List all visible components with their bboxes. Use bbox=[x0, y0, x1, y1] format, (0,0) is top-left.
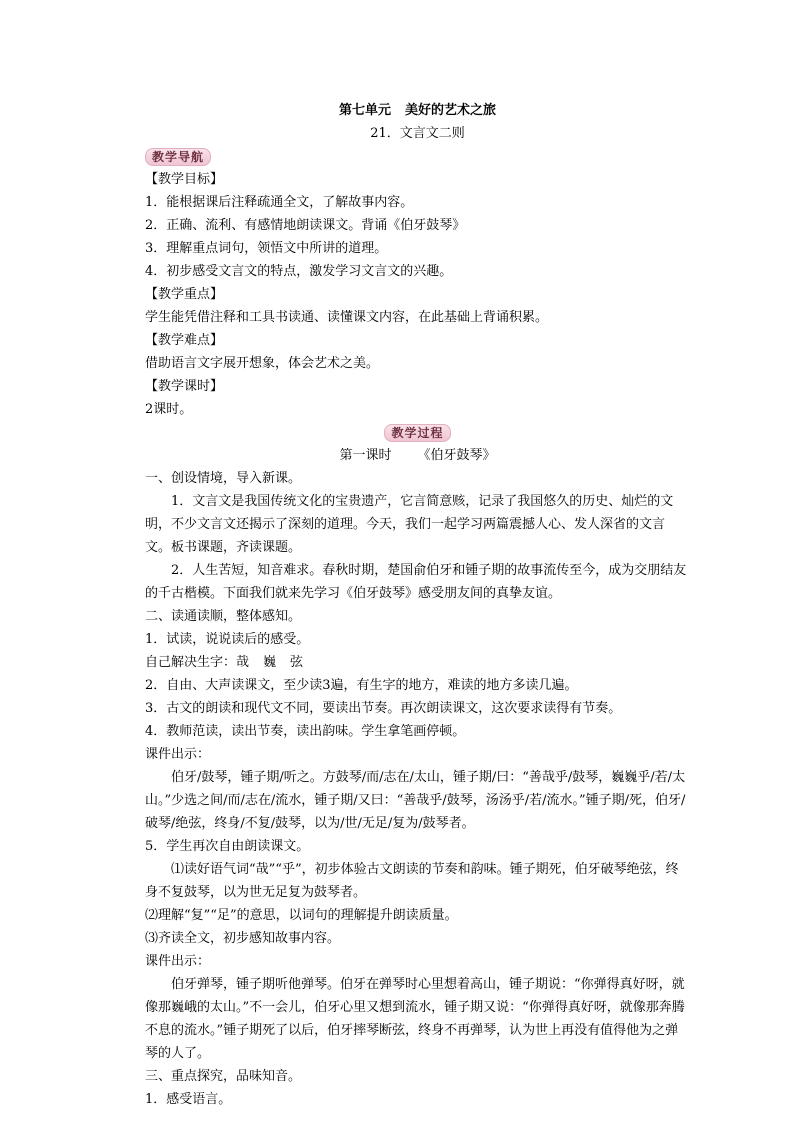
goals-heading: 【教学目标】 bbox=[145, 172, 224, 187]
section-heading: 二、读通读顺，整体感知。 bbox=[145, 609, 302, 624]
new-characters-line bbox=[145, 651, 690, 674]
section-paragraph: 1．文言文是我国传统文化的宝贵遗产，它言简意赅，记录了我国悠久的历史、灿烂的文明，不少文言文还揭示了深刻的道理。今天，我们一起学习两篇震撼人心、发人深省的文言文。板书课题，齐读课题。 bbox=[145, 494, 674, 555]
new-character: 巍 bbox=[263, 655, 277, 670]
nav-seal-row bbox=[145, 145, 690, 168]
lesson-title: 21．文言文二则 bbox=[370, 126, 465, 141]
sub-step-item: ⑵理解“复”“足”的意思，以词句的理解提升朗读质量。 bbox=[145, 908, 458, 923]
step-item: 1．感受语言。 bbox=[145, 1092, 232, 1107]
teaching-nav-seal: 教学导航 bbox=[145, 148, 211, 166]
process-seal-row bbox=[145, 421, 690, 444]
period-heading bbox=[145, 444, 690, 467]
difficult-points-text: 借助语言文字展开想象，体会艺术之美。 bbox=[145, 356, 380, 371]
key-points-heading: 【教学重点】 bbox=[145, 287, 224, 302]
section-heading: 一、创设情境，导入新课。 bbox=[145, 471, 302, 486]
new-characters-label: 自己解决生字： bbox=[145, 655, 237, 670]
step-item: 5．学生再次自由朗读课文。 bbox=[145, 839, 310, 854]
difficult-points-heading: 【教学难点】 bbox=[145, 333, 224, 348]
unit-heading bbox=[145, 99, 690, 122]
document-body bbox=[145, 99, 690, 1111]
class-hours-heading: 【教学课时】 bbox=[145, 379, 224, 394]
courseware-label: 课件出示： bbox=[145, 747, 211, 762]
section-paragraph: 2．人生苦短，知音难求。春秋时期，楚国俞伯牙和锺子期的故事流传至今，成为交朋结友的千古楷模。下面我们就来先学习《伯牙鼓琴》感受朋友间的真挚友谊。 bbox=[145, 563, 687, 601]
new-character: 哉 bbox=[236, 655, 250, 670]
section-heading: 三、重点探究，品味知音。 bbox=[145, 1069, 302, 1084]
sub-step-item: ⑴读好语气词“哉”“乎”，初步体验古文朗读的节奏和韵味。锺子期死，伯牙破琴绝弦，终身不复鼓琴，以为世无足复为鼓琴者。 bbox=[145, 862, 679, 900]
step-item: 2．自由、大声读课文，至少读3遍，有生字的地方，难读的地方多读几遍。 bbox=[145, 678, 578, 693]
step-item: 1．试读，说说读后的感受。 bbox=[145, 632, 310, 647]
teaching-process-seal: 教学过程 bbox=[384, 424, 450, 442]
goal-item: 2．正确、流利、有感情地朗读课文。背诵《伯牙鼓琴》 bbox=[145, 218, 466, 233]
unit-subtitle: 美好的艺术之旅 bbox=[405, 103, 497, 118]
courseware-label: 课件出示： bbox=[145, 954, 211, 969]
key-points-text: 学生能凭借注释和工具书读通、读懂课文内容，在此基础上背诵积累。 bbox=[145, 310, 549, 325]
step-item: 3．古文的朗读和现代文不同，要读出节奏。再次朗读课文，这次要求读得有节奏。 bbox=[145, 701, 622, 716]
class-hours-text: 2课时。 bbox=[145, 402, 193, 417]
goal-item: 1．能根据课后注释疏通全文，了解故事内容。 bbox=[145, 195, 414, 210]
goal-item: 3．理解重点词句，领悟文中所讲的道理。 bbox=[145, 241, 388, 256]
new-character: 弦 bbox=[290, 655, 304, 670]
goal-item: 4．初步感受文言文的特点，激发学习文言文的兴趣。 bbox=[145, 264, 453, 279]
period-label: 第一课时 bbox=[339, 448, 392, 463]
original-text-with-pauses: 伯牙/鼓琴，锺子期/听之。方鼓琴/而/志在/太山，锺子期/曰：“善哉乎/鼓琴，巍巍乎/若/太山。”少选之间/而/志在/流水，锺子期/又曰：“善哉乎/鼓琴，汤汤乎/若/流水。”锺子期/死，伯牙/破琴/绝弦，终身/不复/鼓琴，以为/世/无足/复为/鼓琴者。 bbox=[145, 770, 686, 831]
sub-step-item: ⑶齐读全文，初步感知故事内容。 bbox=[145, 931, 341, 946]
step-item: 4．教师范读，读出节奏，读出韵味。学生拿笔画停顿。 bbox=[145, 724, 466, 739]
translation-paragraph: 伯牙弹琴，锺子期听他弹琴。伯牙在弹琴时心里想着高山，锺子期说：“你弹得真好呀，就像那巍峨的太山。”不一会儿，伯牙心里又想到流水，锺子期又说：“你弹得真好呀，就像那奔腾不息的流水。”锺子期死了以后，伯牙摔琴断弦，终身不再弹琴，认为世上再没有值得他为之弹琴的人了。 bbox=[145, 977, 685, 1061]
period-title: 《伯牙鼓琴》 bbox=[417, 448, 496, 463]
unit-title: 第七单元 bbox=[338, 103, 391, 118]
